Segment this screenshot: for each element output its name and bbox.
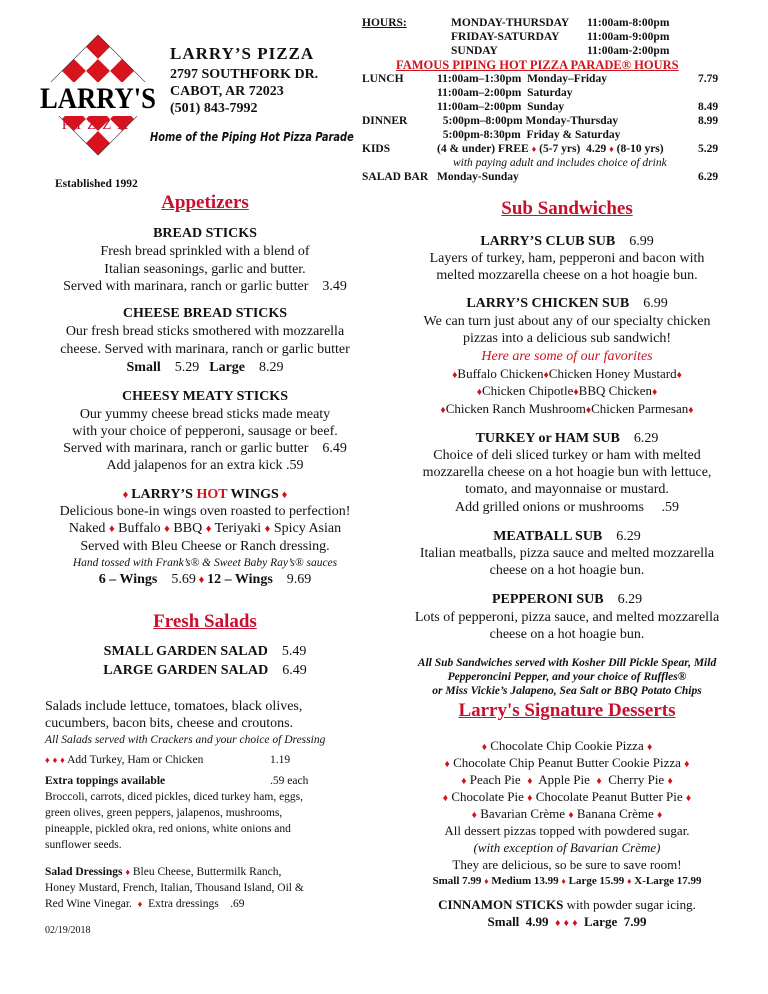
toppings-list: Broccoli, carrots, diced pickles, diced turkey ham, eggs, <box>45 791 304 803</box>
diamond-icon: ♦ <box>627 876 632 886</box>
parade-price: 7.79 <box>698 73 719 85</box>
diamond-icon: ♦ <box>471 810 477 821</box>
size-label: 6 – Wings <box>98 572 158 587</box>
diamond-icon: ♦ <box>568 810 574 821</box>
item-desc: Italian meatballs, pizza sauce and melted mozzarella <box>419 546 715 561</box>
add-meat: ♦ ♦ ♦ Add Turkey, Ham or Chicken <box>45 754 204 766</box>
item-price: .59 each <box>270 775 309 787</box>
item-note: Hand tossed with Frank’s® & Sweet Baby Ray’s® sauces <box>72 557 338 569</box>
dessert-sizes: Small 7.99 ♦ Medium 13.99 ♦ Large 15.99 ♦ X-Large 17.99 <box>432 875 702 887</box>
item-price: 6.49 <box>322 441 347 456</box>
item-price: 8.29 <box>259 360 284 375</box>
diamond-icon: ♦ <box>476 387 482 398</box>
favorites-list: ♦Buffalo Chicken♦Chicken Honey Mustard♦ <box>452 366 682 381</box>
hours-time: 11:00am-9:00pm <box>587 31 670 43</box>
diamond-icon: ♦ <box>122 489 132 501</box>
diamond-icon: ♦ <box>125 867 131 877</box>
salad-desc: cucumbers, bacon bits, cheese and croutons. <box>45 716 294 731</box>
diamond-icon: ♦ <box>657 810 663 821</box>
item-desc: melted mozzarella cheese on a hot hoagie bun. <box>436 268 698 283</box>
parade-time: 11:00am–1:30pm Monday–Friday <box>437 73 607 85</box>
diamond-icon: ♦ <box>563 918 569 929</box>
toppings-list: pineapple, pickled okra, red onions, white onions and <box>45 823 291 835</box>
item-desc-price-line <box>25 440 385 457</box>
item-desc: Served with marinara, ranch or garlic butter <box>63 441 309 456</box>
toppings-list: green olives, green peppers, jalapenos, mushrooms, <box>45 807 283 819</box>
item-desc: Add jalapenos for an extra kick .59 <box>106 458 304 473</box>
diamond-icon: ♦ <box>684 759 690 770</box>
size-price-line <box>25 571 385 589</box>
item-price: 5.49 <box>281 644 307 659</box>
diamond-icon: ♦ <box>195 574 208 586</box>
item-price: 6.29 <box>633 431 659 446</box>
item-price: 6.99 <box>629 234 654 249</box>
item-desc: cheese on a hot hoagie bun. <box>489 563 645 578</box>
dressings-list: Honey Mustard, French, Italian, Thousand Island, Oil & <box>45 882 304 894</box>
sub-title-row <box>372 430 762 447</box>
item-name: PEPPERONI SUB <box>491 592 604 607</box>
item-name: BREAD STICKS <box>153 226 257 241</box>
diamond-icon: ♦ <box>440 405 446 416</box>
diamond-icon: ♦ <box>555 918 561 929</box>
diamond-icon: ♦ <box>651 387 658 398</box>
item-name: MEATBALL SUB <box>493 529 603 544</box>
item-desc: Our fresh bread sticks smothered with mozzarella <box>65 324 345 339</box>
item-name: LARRY’S CLUB SUB <box>480 234 616 249</box>
item-desc: Lots of pepperoni, pizza sauce, and melted mozzarella <box>414 610 720 625</box>
address-line-2: CABOT, AR 72023 <box>170 84 284 99</box>
parade-time: 11:00am–2:00pm Saturday <box>437 87 573 99</box>
item-name: CINNAMON STICKS <box>438 897 564 912</box>
desserts-heading: Larry's Signature Desserts <box>458 700 676 721</box>
dessert-exception: (with exception of Bavarian Crème) <box>473 840 661 855</box>
diamond-icon: ♦ <box>676 370 682 381</box>
item-desc: with your choice of pepperoni, sausage or beef. <box>72 424 338 439</box>
parade-label: SALAD BAR <box>362 171 429 183</box>
subs-note: or Miss Vickie’s Jalapeno, Sea Salt or BBQ Potato Chips <box>432 685 702 697</box>
sub-sandwiches-heading: Sub Sandwiches <box>501 198 633 219</box>
salad-desc: Salads include lettuce, tomatoes, black olives, <box>45 699 303 714</box>
item-desc: Naked ♦ Buffalo ♦ BBQ ♦ Teriyaki ♦ Spicy Asian <box>68 521 342 536</box>
salad-row <box>25 662 385 679</box>
item-name <box>25 486 385 504</box>
diamond-icon: ♦ <box>531 144 537 154</box>
item-name: TURKEY or HAM SUB <box>475 431 620 446</box>
salad-row <box>25 643 385 660</box>
fresh-salads-heading: Fresh Salads <box>153 611 257 632</box>
parade-label: LUNCH <box>362 73 404 85</box>
address-line-1: 2797 SOUTHFORK DR. <box>170 67 319 82</box>
hours-days: MONDAY-THURSDAY <box>451 17 570 29</box>
diamond-icon: ♦ <box>60 755 65 765</box>
appetizers-heading: Appetizers <box>161 192 249 213</box>
cinnamon-sizes: Small 4.99 ♦ ♦ ♦ Large 7.99 <box>487 914 647 929</box>
dressings-list: Red Wine Vinegar. ♦ Extra dressings .69 <box>45 898 245 910</box>
item-name: CHEESE BREAD STICKS <box>122 306 288 321</box>
item-desc: mozzarella cheese on a hot hoagie bun with lettuce, <box>422 465 712 480</box>
item-price: 6.29 <box>616 529 641 544</box>
parade-price: 5.29 <box>698 143 719 155</box>
item-desc: Our yummy cheese bread sticks made meaty <box>79 407 331 422</box>
parade-price: 8.49 <box>698 101 719 113</box>
hours-label: HOURS: <box>362 17 407 29</box>
diamond-icon: ♦ <box>646 742 653 753</box>
diamond-icon: ♦ <box>137 899 143 909</box>
diamond-icon: ♦ <box>444 759 450 770</box>
hours-days: FRIDAY-SATURDAY <box>451 31 560 43</box>
item-price: 5.69 <box>171 572 196 587</box>
diamond-icon: ♦ <box>45 755 50 765</box>
diamond-icon: ♦ <box>52 755 58 765</box>
item-desc: Layers of turkey, ham, pepperoni and bacon with <box>429 251 705 266</box>
item-desc: We can turn just about any of our specialty chicken <box>423 314 711 329</box>
larrys-pizza-logo <box>38 28 158 163</box>
diamond-icon: ♦ <box>573 387 579 398</box>
item-price: 1.19 <box>270 754 291 766</box>
item-desc: cheese. Served with marinara, ranch or garlic butter <box>60 342 350 357</box>
size-label: Large <box>209 360 245 375</box>
item-desc: with powder sugar icing. <box>563 897 696 912</box>
sub-title-row <box>372 591 762 608</box>
diamond-icon: ♦ <box>527 776 533 787</box>
phone-number: (501) 843-7992 <box>170 101 258 116</box>
item-name: SMALL GARDEN SALAD <box>103 644 268 659</box>
diamond-icon: ♦ <box>572 918 578 929</box>
diamond-icon: ♦ <box>461 776 467 787</box>
item-price: 6.49 <box>282 663 307 678</box>
svg-text:PIZZA: PIZZA <box>61 117 135 133</box>
item-desc: Add grilled onions or mushrooms .59 <box>455 500 679 515</box>
diamond-icon: ♦ <box>667 776 673 787</box>
item-desc: Fresh bread sprinkled with a blend of <box>100 244 310 259</box>
dessert-line: All dessert pizzas topped with powdered sugar. <box>444 823 690 838</box>
item-desc: Italian seasonings, garlic and butter. <box>104 262 306 277</box>
diamond-icon: ♦ <box>527 793 533 804</box>
item-name-text: WINGS <box>227 487 279 502</box>
diamond-icon: ♦ <box>442 793 449 804</box>
dressings-label: Salad Dressings <box>45 866 123 878</box>
diamond-icon: ♦ <box>685 793 692 804</box>
item-price: 6.29 <box>617 592 643 607</box>
size-label: Small <box>126 360 161 375</box>
toppings-list: sunflower seeds. <box>45 839 122 851</box>
favorites-list: ♦Chicken Ranch Mushroom♦Chicken Parmesan♦ <box>440 401 694 416</box>
hours-time: 11:00am-2:00pm <box>587 45 670 57</box>
cinnamon-row <box>372 896 762 913</box>
parade-time: 11:00am–2:00pm Sunday <box>437 101 565 113</box>
size-price-line <box>25 359 385 376</box>
item-desc: cheese on a hot hoagie bun. <box>489 627 645 642</box>
subs-note: Pepperoncini Pepper, and your choice of Ruffles® <box>447 671 687 683</box>
diamond-icon: ♦ <box>561 876 566 886</box>
item-desc: Choice of deli sliced turkey or ham with melted <box>433 448 701 463</box>
parade-label: KIDS <box>362 143 391 155</box>
tagline: Home of the Piping Hot Pizza Parade <box>150 130 354 144</box>
item-price: 5.29 <box>174 360 200 375</box>
parade-price: 6.29 <box>698 171 719 183</box>
add-meat-row <box>45 753 291 767</box>
diamond-icon: ♦ <box>264 523 271 535</box>
hours-days: SUNDAY <box>451 45 498 57</box>
diamond-icon: ♦ <box>205 523 212 535</box>
parade-price: 8.99 <box>698 115 719 127</box>
extra-toppings-row <box>45 774 309 788</box>
item-desc: Served with marinara, ranch or garlic butter <box>63 279 309 294</box>
item-name: LARGE GARDEN SALAD <box>103 663 269 678</box>
dressings-list: ♦ Bleu Cheese, Buttermilk Ranch, <box>125 866 282 878</box>
dessert-line: ♦ Chocolate Chip Peanut Butter Cookie Pizza ♦ <box>444 755 690 770</box>
sub-title-row <box>372 295 762 312</box>
dessert-note: They are delicious, so be sure to save room! <box>452 857 682 872</box>
svg-text:LARRY'S: LARRY'S <box>40 82 156 115</box>
item-name: CHEESY MEATY STICKS <box>122 389 288 404</box>
parade-time: with paying adult and includes choice of drink <box>453 157 667 169</box>
dessert-line: ♦ Peach Pie ♦ Apple Pie ♦ Cherry Pie ♦ <box>461 772 673 787</box>
parade-time: 5:00pm-8:30pm Friday & Saturday <box>437 129 621 141</box>
diamond-icon: ♦ <box>543 370 549 381</box>
item-price: 6.99 <box>643 296 668 311</box>
dessert-line: ♦ Bavarian Crème ♦ Banana Crème ♦ <box>471 806 663 821</box>
parade-label: DINNER <box>362 115 408 127</box>
sub-title-row <box>372 528 762 545</box>
diamond-icon: ♦ <box>452 370 458 381</box>
item-name-hot: HOT <box>196 487 228 502</box>
salad-note: All Salads served with Crackers and your choice of Dressing <box>45 734 326 746</box>
diamond-icon: ♦ <box>481 742 488 753</box>
diamond-icon: ♦ <box>164 523 170 535</box>
size-label: 12 – Wings <box>207 572 273 587</box>
diamond-icon: ♦ <box>484 876 489 886</box>
dessert-line: ♦ Chocolate Pie ♦ Chocolate Peanut Butter Pie ♦ <box>442 789 692 804</box>
item-desc: tomato, and mayonnaise or mustard. <box>465 482 669 497</box>
favorites-title: Here are some of our favorites <box>481 349 653 364</box>
parade-hours-title: FAMOUS PIPING HOT PIZZA PARADE® HOURS <box>396 58 679 72</box>
item-desc: Served with Bleu Cheese or Ranch dressing. <box>80 539 330 554</box>
hours-time: 11:00am-8:00pm <box>587 17 670 29</box>
diamond-icon: ♦ <box>609 144 614 154</box>
diamond-icon: ♦ <box>108 523 115 535</box>
favorites-list: ♦Chicken Chipotle♦BBQ Chicken♦ <box>476 383 658 398</box>
diamond-icon: ♦ <box>278 489 288 501</box>
dressings-row <box>45 865 281 879</box>
item-desc: pizzas into a delicious sub sandwich! <box>462 331 671 346</box>
restaurant-name: LARRY’S PIZZA <box>170 44 315 63</box>
diamond-icon: ♦ <box>596 776 602 787</box>
item-desc-price-line <box>25 278 385 295</box>
extra-toppings: Extra toppings available <box>45 775 166 787</box>
dessert-line: ♦ Chocolate Chip Cookie Pizza ♦ <box>481 738 653 753</box>
item-price: 3.49 <box>322 279 347 294</box>
item-name-text: LARRY’S <box>131 487 197 502</box>
established: Established 1992 <box>55 178 138 190</box>
diamond-icon: ♦ <box>688 405 694 416</box>
item-price: 9.69 <box>286 572 312 587</box>
item-desc: Delicious bone-in wings oven roasted to perfection! <box>59 504 351 519</box>
parade-time: (4 & under) FREE ♦ (5-7 yrs) 4.29 ♦ (8-10 yrs) <box>437 143 664 155</box>
menu-date: 02/19/2018 <box>45 925 91 936</box>
parade-time: Monday-Sunday <box>437 171 519 183</box>
item-name: LARRY’S CHICKEN SUB <box>466 296 630 311</box>
sub-title-row <box>372 233 762 250</box>
subs-note: All Sub Sandwiches served with Kosher Dill Pickle Spear, Mild <box>417 657 717 669</box>
diamond-icon: ♦ <box>585 405 592 416</box>
parade-time: 5:00pm–8:00pm Monday-Thursday <box>437 115 619 127</box>
